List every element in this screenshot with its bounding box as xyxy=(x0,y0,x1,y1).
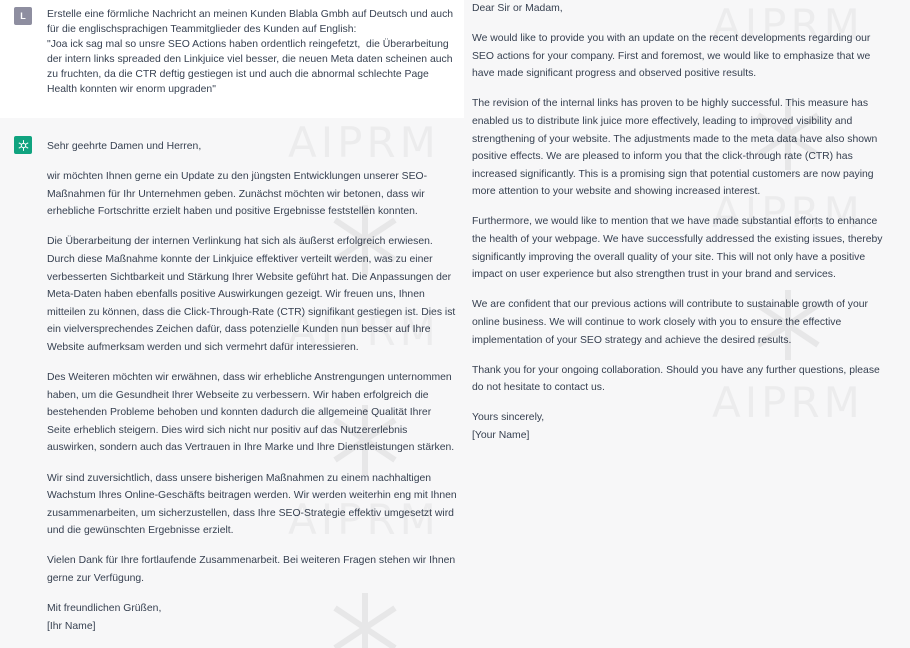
german-closing: Mit freundlichen Grüßen, xyxy=(47,603,162,615)
english-name: [Your Name] xyxy=(472,429,530,441)
english-closing: Yours sincerely, xyxy=(472,412,545,424)
english-paragraph: We would like to provide you with an update on the recent developments regarding our SEO actions for your company. First and foremost, we would like to emphasize that we have made significant progress and observed positive results. xyxy=(472,33,871,80)
conversation-right-panel xyxy=(464,0,910,648)
german-paragraph: Die Überarbeitung der internen Verlinkung hat sich als äußerst erfolgreich erwiesen. Durch diese Maßnahme konnte der Linkjuice effektiver verteilt werden, was zu einer verbesserten Sichtbarkeit und Stärkung Ihrer Website geführt hat. Die Anpassungen der Meta-Daten haben ebenfalls positive Auswirkungen gezeigt. Wir freuen uns, Ihnen mitteilen zu können, dass die Click-Through-Rate (CTR) signifikant gestiegen ist. Dies ist ein vielversprechendes Zeichen dafür, dass potenzielle Kunden nun besser auf Ihre Website aufmerksam werden und sich vermehrt dafür interessieren. xyxy=(47,236,456,353)
german-signature xyxy=(47,600,457,635)
german-paragraph: wir möchten Ihnen gerne ein Update zu den jüngsten Entwicklungen unserer SEO-Maßnahmen für Ihr Unternehmen geben. Zunächst möchten wir betonen, dass wir erhebliche Fortschritte erzielt haben und positive Ergebnisse feststellen konnten. xyxy=(47,171,428,218)
user-prompt-text: Erstelle eine förmliche Nachricht an meinen Kunden Blabla Gmbh auf Deutsch und auch für die englischsprachigen Teammitglieder des Kunden auf English: "Joa ick sag mal so unsre SEO Actions haben ordentlich reingefetzt, die Überarbeitung der intern links spreaded den Linkjuice viel besser, die neuen Meta daten scheinen auch zu fruchten, da die CTR deftig gestiegen ist und auch die abnormal schlechte Page Health konnten wir enorm upgraden" xyxy=(47,9,454,95)
user-message xyxy=(0,0,464,118)
english-greeting: Dear Sir or Madam, xyxy=(472,3,563,14)
english-paragraph: Thank you for your ongoing collaboration. Should you have any further questions, please do not hesitate to contact us. xyxy=(472,364,880,394)
german-reply-body xyxy=(47,138,457,648)
german-paragraph: Wir sind zuversichtlich, dass unsere bisherigen Maßnahmen zu einem nachhaltigen Wachstum Ihres Online-Geschäfts beitragen werden. Wir werden weiterhin eng mit Ihnen zusammenarbeiten, um sicherzustellen, dass Ihre SEO-Strategie effektiv umgesetzt wird und die gewünschten Ergebnisse erzielt. xyxy=(47,472,457,537)
assistant-message-german xyxy=(0,118,464,648)
german-paragraph: Des Weiteren möchten wir erwähnen, dass wir erhebliche Anstrengungen unternommen haben, um die Gesundheit Ihrer Webseite zu verbessern. Wir haben erfolgreich die bestehenden Probleme behoben und konnten dadurch die allgemeine Qualität Ihrer Seite erheblich steigern. Dies wird sich nicht nur positiv auf das Nutzererlebnis auswirken, sondern auch das Vertrauen in Ihre Marke und Ihre Dienstleistungen stärken. xyxy=(47,372,455,454)
chatgpt-logo-icon xyxy=(14,136,32,154)
german-greeting: Sehr geehrte Damen und Herren, xyxy=(47,141,202,152)
english-paragraph: We are confident that our previous actions will contribute to sustainable growth of your online business. We will continue to work closely with you to ensure the effective implementation of your SEO strategy and achieve the desired results. xyxy=(472,299,869,346)
english-paragraph: The revision of the internal links has proven to be highly successful. This measure has enabled us to distribute link juice more effectively, leading to improved visibility and strengthening of your website. The adjustments made to the meta data have also shown positive effects. We are pleased to inform you that the click-through rate (CTR) has increased significantly. This is a promising sign that potential customers are now paying more attention to your website and showing increased interest. xyxy=(472,98,878,198)
user-avatar: L xyxy=(14,7,32,25)
english-signature xyxy=(472,409,884,444)
german-name: [Ihr Name] xyxy=(47,620,96,632)
english-paragraph: Furthermore, we would like to mention that we have made substantial efforts to enhance the health of your webpage. We have successfully addressed the existing issues, thereby significantly improving the overall quality of your site. This will not only have a positive impact on user experience but also strengthen trust in your brand and services. xyxy=(472,216,883,281)
german-paragraph: Vielen Dank für Ihre fortlaufende Zusammenarbeit. Bei weiteren Fragen stehen wir Ihnen gerne zur Verfügung. xyxy=(47,555,456,584)
english-reply-body xyxy=(472,0,884,457)
